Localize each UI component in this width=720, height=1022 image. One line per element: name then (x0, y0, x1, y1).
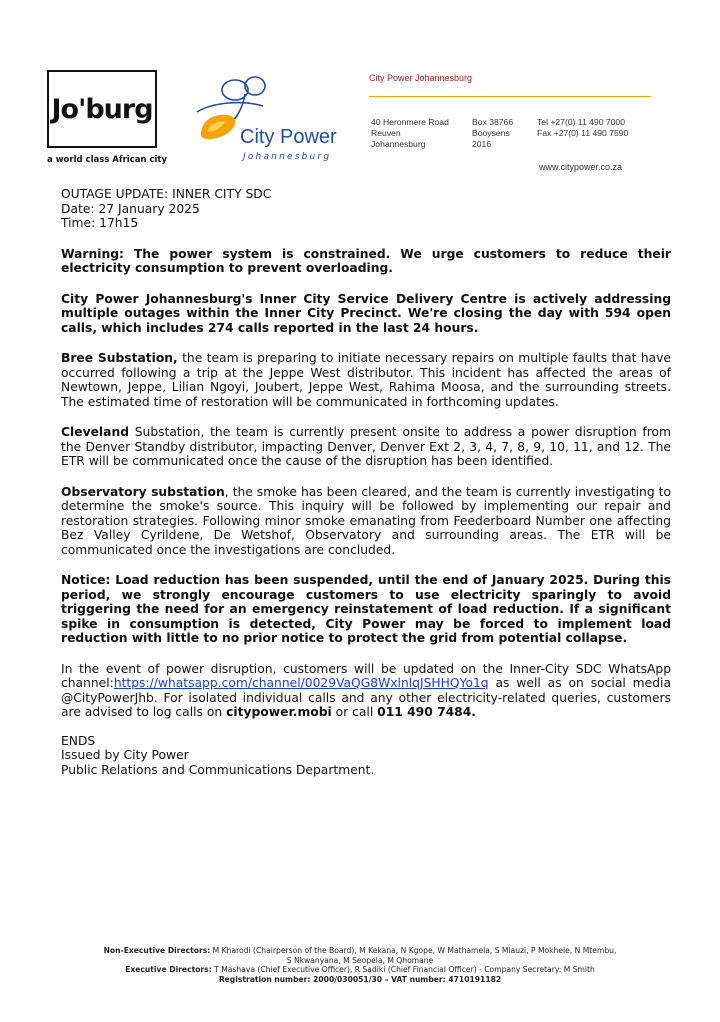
address-contact: Tel +27(0) 11 490 7000 Fax +27(0) 11 490 7590 (537, 117, 629, 138)
header-divider (369, 96, 651, 97)
footer-exec: Executive Directors: T Mashava (Chief Executive Officer), R Sadiki (Chief Financial Officer) - Company Secretary: M Smith (125, 965, 595, 975)
logo-sweep (197, 103, 263, 112)
address-street: 40 Heronmere Road Reuven Johannesburg (371, 117, 449, 149)
document-date: Date: 27 January 2025 (61, 201, 200, 216)
issued-by: Issued by City Power (61, 748, 189, 762)
cleveland-paragraph: Cleveland Substation, the team is currently present onsite to address a power disruption from the Denver Standby distributor, impacting Denver, Denver Ext 2, 3, 4, 7, 8, 9, 10, 11, and 12. The ETR will be communicated once the cause of the disruption has been identified. (61, 425, 671, 468)
website[interactable]: www.citypower.co.za (539, 162, 623, 172)
footer-registration: Registration number: 2000/030051/30 – VAT number: 4710191182 (218, 974, 502, 984)
city-power-logo-subtitle: Johannesburg (243, 152, 332, 162)
notice-paragraph: Notice: Load reduction has been suspended, until the end of January 2025. During this period, we strongly encourage customers to use electricity sparingly to avoid triggering the need for an emergency reinstatement of load reduction. If a significant spike in consumption is detected, City Power may be forced to implement load reduction with little to no prior notice to protect the grid from potential collapse. (61, 573, 671, 645)
citypower-mobi-text: citypower.mobi (226, 705, 332, 719)
intro-paragraph: City Power Johannesburg's Inner City Service Delivery Centre is actively addressing multiple outages within the Inner City Precinct. We're closing the day with 594 open calls, which includes 274 calls reported in the last 24 hours. (61, 291, 671, 335)
cleveland-heading: Cleveland (61, 425, 130, 439)
footer-nonexec-line2: S Nkwanyana, M Seopela, M Qhomane (286, 955, 434, 965)
document-body (61, 187, 671, 777)
address-postal: Box 38766 Booysens 2016 (472, 117, 514, 149)
org-name: City Power Johannesburg (369, 73, 473, 83)
observatory-paragraph: Observatory substation, the smoke has been cleared, and the team is currently investigating to determine the smoke's source. This inquiry will be followed by implementing our repair and restoration strategies. Following minor smoke emanating from Feederboard Number one affecting Bez Valley Cyrildene, De Wetshof, Observatory and surrounding areas. The ETR will be communicated once the investigations are concluded. (61, 484, 671, 557)
footer (60, 946, 660, 984)
joburg-tagline: a world class African city (47, 155, 168, 165)
phone-number: 011 490 7484. (377, 705, 476, 719)
logo-wing-right (245, 77, 265, 95)
whatsapp-paragraph: In the event of power disruption, customers will be updated on the Inner-City SDC WhatsApp channel:https://whatsapp.com/channel/0029VaQG8WxlnlqJSHHQYo1q as well as on social media @CityPowerJhb. For isolated individual calls and any other electricity-related queries, customers are advised to log calls on citypower.mobi or call 011 490 7484. (61, 661, 671, 719)
city-power-logo-name: City Power (240, 126, 337, 148)
sign-off (61, 734, 671, 778)
footer-nonexec-line1: Non-Executive Directors: M Kharodi (Chairperson of the Board), M Kekana, N Kgope, W Mathamela, S Mlauzi, P Mokhele, N Mtembu, (103, 946, 617, 955)
joburg-logo (47, 70, 157, 148)
bree-paragraph: Bree Substation, the team is preparing to initiate necessary repairs on multiple faults that have occurred following a trip at the Jeppe West distributor. This incident has affected the areas of Newtown, Jeppe, Lilian Ngoyi, Joubert, Jeppe West, Rahima Moosa, and the surrounding streets. The estimated time of restoration will be communicated in forthcoming updates. (61, 351, 671, 409)
bree-heading: Bree Substation, (61, 351, 178, 365)
document-header (61, 187, 671, 231)
observatory-heading: Observatory substation (61, 484, 225, 499)
joburg-logo-text: Jo'burg (51, 93, 153, 125)
department: Public Relations and Communications Department. (61, 762, 375, 777)
warning-paragraph: Warning: The power system is constrained. We urge customers to reduce their electricity consumption to prevent overloading. (61, 246, 671, 275)
whatsapp-channel-link[interactable]: https://whatsapp.com/channel/0029VaQG8WxlnlqJSHHQYo1q (113, 676, 489, 690)
ends-text: ENDS (61, 733, 96, 748)
document-time: Time: 17h15 (61, 216, 139, 230)
document-title: OUTAGE UPDATE: INNER CITY SDC (61, 187, 272, 201)
